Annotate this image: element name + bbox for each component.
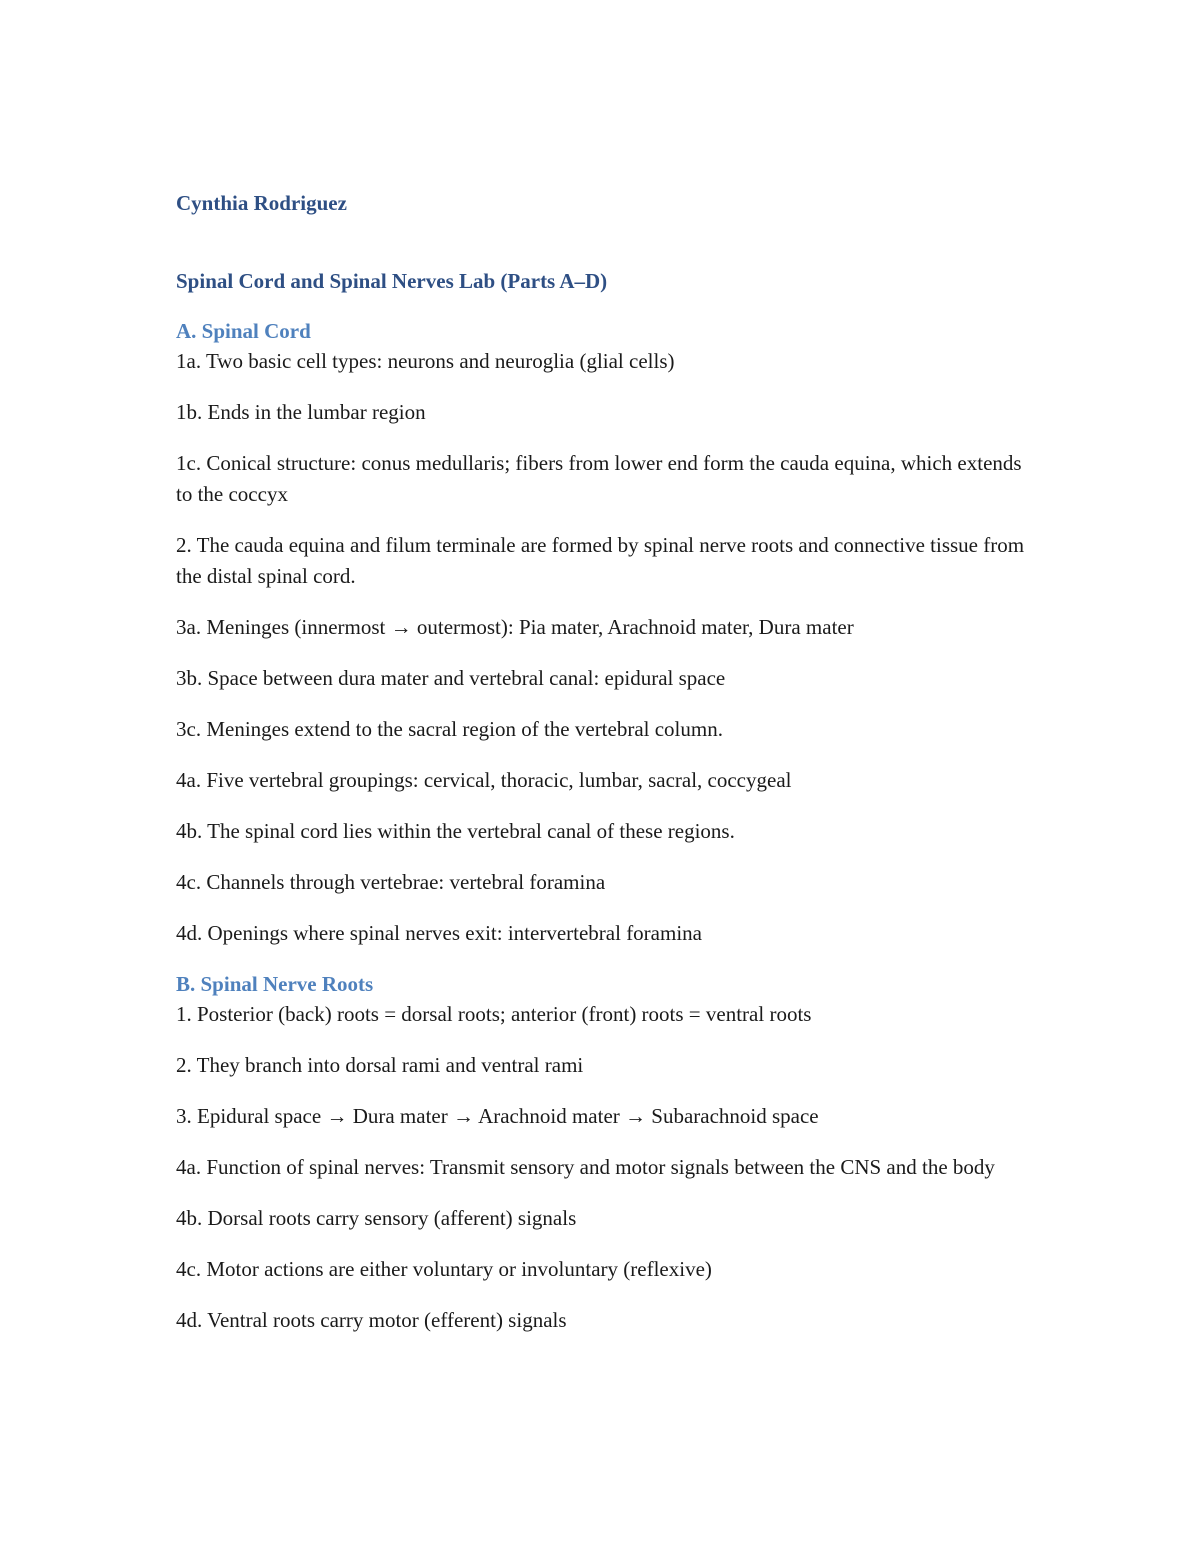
list-item: 3. Epidural space → Dura mater → Arachnoid mater → Subarachnoid space <box>176 1104 819 1128</box>
list-item: 4c. Motor actions are either voluntary or involuntary (reflexive) <box>176 1257 712 1281</box>
list-item: 4d. Ventral roots carry motor (efferent) signals <box>176 1308 567 1332</box>
author-name: Cynthia Rodriguez <box>176 191 347 215</box>
list-item: 1c. Conical structure: conus medullaris; fibers from lower end form the cauda equina, which extends to the coccyx <box>176 451 1022 506</box>
section-items <box>176 999 1036 1336</box>
section-heading: A. Spinal Cord <box>176 319 311 343</box>
section-items <box>176 346 1036 949</box>
list-item: 4d. Openings where spinal nerves exit: intervertebral foramina <box>176 921 702 945</box>
list-item: 1. Posterior (back) roots = dorsal roots; anterior (front) roots = ventral roots <box>176 1002 812 1026</box>
list-item: 1a. Two basic cell types: neurons and neuroglia (glial cells) <box>176 349 675 373</box>
list-item: 2. They branch into dorsal rami and ventral rami <box>176 1053 584 1077</box>
list-item: 4b. The spinal cord lies within the vertebral canal of these regions. <box>176 819 735 843</box>
list-item: 1b. Ends in the lumbar region <box>176 400 426 424</box>
list-item: 3b. Space between dura mater and vertebral canal: epidural space <box>176 666 726 690</box>
section-spinal-nerve-roots <box>176 969 1036 1336</box>
document-body <box>176 188 1036 1356</box>
document-title: Spinal Cord and Spinal Nerves Lab (Parts A–D) <box>176 269 608 293</box>
section-spinal-cord <box>176 316 1036 949</box>
list-item: 2. The cauda equina and filum terminale are formed by spinal nerve roots and connective tissue from the distal spinal cord. <box>176 533 1025 588</box>
list-item: 4a. Five vertebral groupings: cervical, thoracic, lumbar, sacral, coccygeal <box>176 768 792 792</box>
list-item: 4a. Function of spinal nerves: Transmit sensory and motor signals between the CNS and the body <box>176 1155 995 1179</box>
list-item: 4c. Channels through vertebrae: vertebral foramina <box>176 870 606 894</box>
list-item: 3a. Meninges (innermost → outermost): Pia mater, Arachnoid mater, Dura mater <box>176 615 854 639</box>
list-item: 3c. Meninges extend to the sacral region of the vertebral column. <box>176 717 723 741</box>
section-heading: B. Spinal Nerve Roots <box>176 972 374 996</box>
list-item: 4b. Dorsal roots carry sensory (afferent) signals <box>176 1206 577 1230</box>
